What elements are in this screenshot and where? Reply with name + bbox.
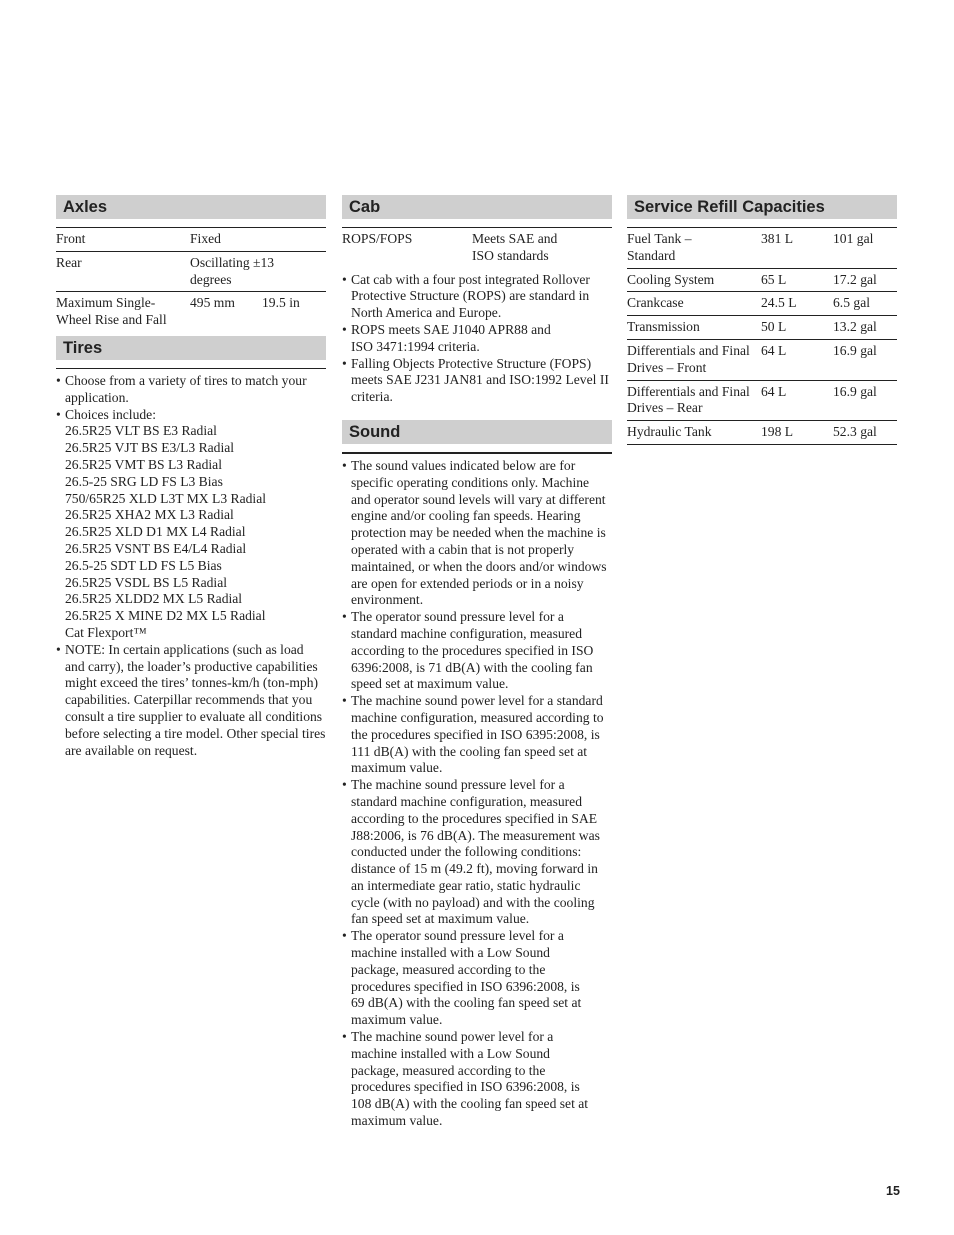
list-item: [56, 407, 326, 642]
list-item: [342, 458, 612, 609]
tires-bullet-text: Choose from a variety of tires to match your application.: [65, 372, 307, 405]
table-row: [627, 380, 897, 421]
tires-heading: Tires: [56, 336, 326, 360]
service-metric: 64 L: [761, 383, 787, 399]
list-item: [342, 322, 612, 356]
service-label: Differentials and Final Drives – Front: [627, 342, 750, 375]
tire-choice: 26.5R25 VJT BS E3/L3 Radial: [65, 440, 235, 456]
table-row: [627, 339, 897, 380]
list-item: [342, 356, 612, 406]
list-item: [342, 928, 612, 1029]
axles-table: [56, 228, 326, 332]
service-metric: 198 L: [761, 424, 794, 440]
service-metric: 24.5 L: [761, 295, 797, 311]
sound-bullet-text: The sound values indicated below are for specific operating conditions only. Machine and operator sound levels will vary at different engine and/or cooling fan speeds. Hearing protection may be needed when the machine is operated with a cabin that is not properly maintained, or when the doors and/or windows are open for extended periods or in a noisy environment.: [351, 457, 607, 608]
service-label: Crankcase: [627, 295, 684, 311]
table-row: [342, 228, 612, 268]
axles-value-metric: 495 mm: [190, 295, 235, 311]
service-us: 52.3 gal: [833, 424, 877, 440]
sound-list: [342, 458, 612, 1130]
sound-bullet-text: The machine sound power level for a standard machine configuration, measured according to the procedures specified in ISO 6395:2008, is 111 dB(A) with the cooling fan speed set at maximum value.: [351, 693, 604, 776]
tire-choice: 750/65R25 XLD L3T MX L3 Radial: [65, 490, 266, 506]
tires-list: [56, 373, 326, 759]
service-us: 16.9 gal: [833, 342, 877, 358]
middle-column: [342, 195, 612, 1130]
list-item: [56, 373, 326, 407]
axles-label: Maximum Single-Wheel Rise and Fall: [56, 295, 167, 328]
sound-rule: [342, 452, 612, 454]
right-column: [627, 195, 897, 445]
tire-choice: 26.5R25 X MINE D2 MX L5 Radial: [65, 608, 266, 624]
tire-choice: 26.5R25 XLD D1 MX L4 Radial: [65, 524, 246, 540]
cab-label: ROPS/FOPS: [342, 231, 413, 246]
table-row: [627, 292, 897, 316]
service-metric: 50 L: [761, 319, 787, 335]
sound-bullet-text: The operator sound pressure level for a machine installed with a Low Sound package, measured according to the procedures specified in ISO 6396:2008, is 69 dB(A) with the cooling fan speed set at maximum value.: [351, 928, 582, 1028]
list-item: [342, 777, 612, 928]
sound-heading: Sound: [342, 420, 612, 444]
service-label: Hydraulic Tank: [627, 424, 712, 440]
cab-table: [342, 228, 612, 268]
table-row: [627, 316, 897, 340]
cab-list: [342, 272, 612, 406]
service-us: 13.2 gal: [833, 319, 877, 335]
sound-bullet-text: The machine sound power level for a machine installed with a Low Sound package, measured according to the procedures specified in ISO 6396:2008, is 108 dB(A) with the cooling fan speed set at maximum value.: [351, 1029, 589, 1129]
service-us: 17.2 gal: [833, 271, 877, 287]
tire-choice: 26.5R25 XHA2 MX L3 Radial: [65, 507, 234, 523]
sound-bullet-text: The machine sound pressure level for a standard machine configuration, measured according to the procedures specified in SAE J88:2006, is 76 dB(A). The measurement was conducted under the following conditions: distance of 15 m (49.2 ft), moving forward in an intermediate gear ratio, static hydraulic cycle (with no payload) and with the cooling fan speed set at maximum value.: [351, 777, 600, 927]
table-row: [56, 251, 326, 292]
axles-label: Front: [56, 231, 86, 246]
axles-value: Oscillating ±13 degrees: [190, 254, 275, 287]
axles-value: Fixed: [190, 231, 221, 246]
cab-value: Meets SAE and ISO standards: [472, 231, 558, 263]
service-heading: Service Refill Capacities: [627, 195, 897, 219]
service-label: Transmission: [627, 319, 700, 335]
axles-heading: Axles: [56, 195, 326, 219]
tires-note-text: NOTE: In certain applications (such as load and carry), the loader’s productive capabilities might exceed the tires’ tonnes-km/h (ton-mph) capabilities. Caterpillar recommends that you consult a tire supplier to evaluate all conditions before selecting a tire model. Other special tires are available on request.: [65, 641, 326, 758]
cab-bullet-text: Falling Objects Protective Structure (FOPS) meets SAE J231 JAN81 and ISO:1992 Level II criteria.: [351, 355, 609, 405]
service-us: 16.9 gal: [833, 383, 877, 399]
service-label: Differentials and Final Drives – Rear: [627, 383, 750, 416]
service-us: 6.5 gal: [833, 295, 870, 311]
tire-choice: 26.5-25 SRG LD FS L3 Bias: [65, 473, 223, 489]
service-label: Cooling System: [627, 271, 715, 287]
list-item: [342, 693, 612, 777]
cab-bullet-text: Cat cab with a four post integrated Rollover Protective Structure (ROPS) are standard in North America and Europe.: [351, 271, 590, 321]
table-row: [56, 228, 326, 251]
tire-choice: 26.5R25 VMT BS L3 Radial: [65, 456, 222, 472]
tire-choice: 26.5-25 SDT LD FS L5 Bias: [65, 557, 222, 573]
cab-bullet-text: ROPS meets SAE J1040 APR88 and ISO 3471:1994 criteria.: [351, 321, 551, 354]
service-metric: 64 L: [761, 342, 787, 358]
table-row: [56, 292, 326, 332]
list-item: [342, 609, 612, 693]
service-table: [627, 228, 897, 445]
tire-choice: 26.5R25 VSDL BS L5 Radial: [65, 574, 228, 590]
page-number: 15: [886, 1184, 900, 1198]
tire-choice: Cat Flexport™: [65, 624, 147, 640]
axles-value-us: 19.5 in: [262, 295, 300, 311]
service-us: 101 gal: [833, 231, 874, 246]
list-item: [56, 642, 326, 760]
cab-heading: Cab: [342, 195, 612, 219]
tire-choice: 26.5R25 VSNT BS E4/L4 Radial: [65, 540, 247, 556]
tires-rule: [56, 368, 326, 369]
service-metric: 381 L: [761, 231, 794, 246]
tire-choice: 26.5R25 XLDD2 MX L5 Radial: [65, 591, 243, 607]
list-item: [342, 272, 612, 322]
service-metric: 65 L: [761, 271, 787, 287]
table-row: [627, 421, 897, 445]
tires-choices-intro: • Choices include:: [65, 406, 156, 422]
list-item: [342, 1029, 612, 1130]
tire-choice: 26.5R25 VLT BS E3 Radial: [65, 423, 217, 439]
table-row: [627, 268, 897, 292]
left-column: [56, 195, 326, 759]
table-row: [627, 228, 897, 268]
axles-label: Rear: [56, 254, 82, 270]
sound-bullet-text: The operator sound pressure level for a standard machine configuration, measured according to the procedures specified in ISO 6396:2008, is 71 dB(A) with the cooling fan speed set at maximum value.: [351, 609, 594, 692]
service-label: Fuel Tank – Standard: [627, 231, 692, 263]
